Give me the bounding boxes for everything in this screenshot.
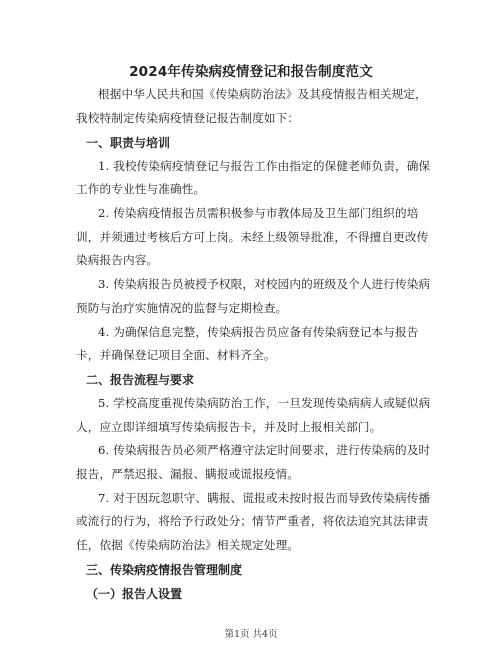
page-footer: 第1页 共4页	[224, 629, 278, 640]
paragraph-line: 报告，严禁迟报、漏报、瞒报或谎报疫情。	[76, 467, 300, 481]
document-title: 2024年传染病疫情登记和报告制度范文	[129, 64, 373, 80]
paragraph-line: 7. 对于因玩忽职守、瞒报、谎报或未按时报告而导致传染病传播	[98, 491, 431, 505]
intro-line: 我校特制定传染病疫情登记报告制度如下：	[76, 111, 300, 125]
paragraph-line: 染病报告内容。	[76, 253, 159, 267]
subsection-heading: （一）报告人设置	[86, 587, 183, 601]
section-heading: 二、报告流程与要求	[86, 373, 195, 387]
paragraph-line: 4. 为确保信息完整，传染病报告员应备有传染病登记本与报告	[98, 325, 419, 339]
paragraph-line: 预防与治疗实施情况的监督与定期检查。	[76, 301, 288, 315]
section-heading: 三、传染病疫情报告管理制度	[86, 563, 243, 577]
section-heading: 一、职责与培训	[86, 136, 171, 150]
paragraph-line: 工作的专业性与准确性。	[76, 182, 206, 196]
paragraph-line: 6. 传染病报告员必须严格遵守法定时间要求，进行传染病的及时	[98, 443, 431, 457]
paragraph-line: 3. 传染病报告员被授予权限，对校园内的班级及个人进行传染病	[98, 277, 431, 291]
paragraph-line: 2. 传染病疫情报告员需积极参与市教体局及卫生部门组织的培	[98, 206, 419, 220]
intro-line: 根据中华人民共和国《传染病防治法》及其疫情报告相关规定，	[98, 87, 427, 101]
paragraph-line: 5. 学校高度重视传染病防治工作，一旦发现传染病病人或疑似病	[98, 396, 431, 410]
paragraph-line: 或流行的行为，将给予行政处分；情节严重者，将依法追究其法律责	[76, 514, 429, 528]
paragraph-line: 训，并须通过考核后方可上岗。未经上级领导批准，不得擅自更改传	[76, 230, 429, 244]
paragraph-line: 1. 我校传染病疫情登记与报告工作由指定的保健老师负责，确保	[98, 159, 431, 173]
paragraph-line: 卡，并确保登记项目全面、材料齐全。	[76, 348, 276, 362]
paragraph-line: 任，依据《传染病防治法》相关规定处理。	[76, 538, 300, 552]
paragraph-line: 人，应立即详细填写传染病报告卡，并及时上报相关部门。	[76, 420, 382, 434]
